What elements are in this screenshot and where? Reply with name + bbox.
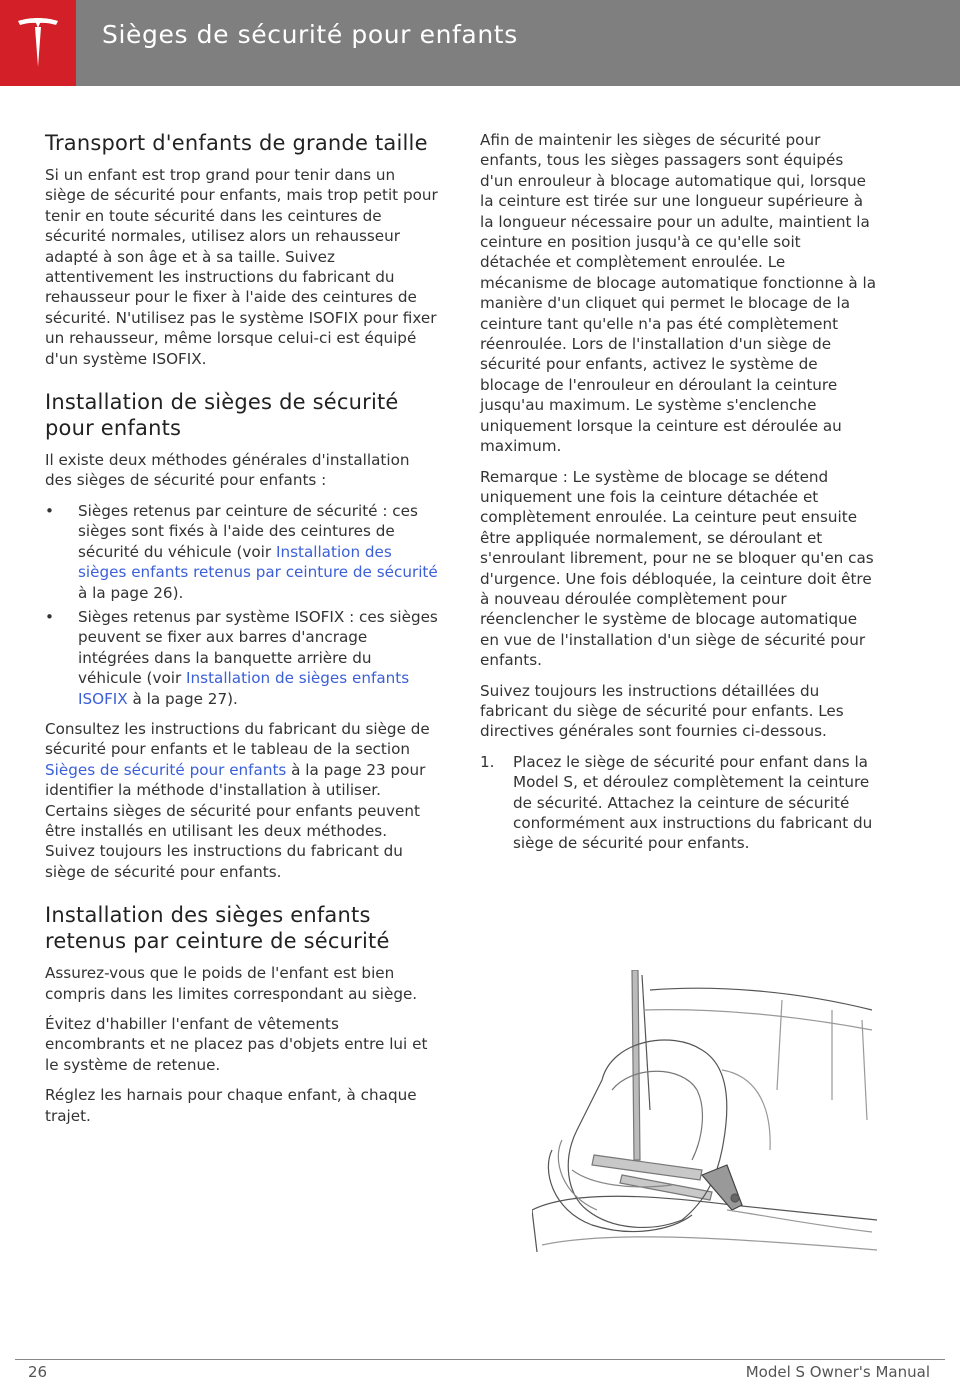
list-item: • Sièges retenus par ceinture de sécurité : ces sièges sont fixés à l'aide des ceintures de sécurité du véhicule (voir Installation des sièges enfants retenus par ceinture de sécurité à la page 26). bbox=[45, 501, 438, 602]
footer-divider bbox=[15, 1359, 945, 1360]
page-title: Sièges de sécurité pour enfants bbox=[102, 20, 518, 49]
bullet-icon: • bbox=[45, 607, 54, 626]
section-title-installation: Installation de sièges de sécurité pour enfants bbox=[45, 390, 399, 441]
section-title-large-children: Transport d'enfants de grande taille bbox=[45, 131, 428, 155]
page-number: 26 bbox=[28, 1363, 48, 1381]
paragraph: Suivez toujours les instructions détaillées du fabricant du siège de sécurité pour enfants. Les directives générales sont fournies ci-dessous. bbox=[480, 681, 844, 741]
tesla-logo-icon bbox=[0, 0, 76, 86]
step-number: 1. bbox=[480, 752, 495, 771]
page-header bbox=[0, 0, 960, 86]
paragraph: Assurez-vous que le poids de l'enfant est bien compris dans les limites correspondant au siège. bbox=[45, 964, 418, 1003]
paragraph: Consultez les instructions du fabricant du siège de sécurité pour enfants et le tableau de la section Sièges de sécurité pour enfants à la page 23 pour identifier la méthode d'installation à utiliser. Certains sièges de sécurité pour enfants peuvent être installés en utilisant les deux méthodes. Suivez toujours les instructions du fabricant du siège de sécurité pour enfants. bbox=[45, 719, 430, 881]
paragraph: Afin de maintenir les sièges de sécurité pour enfants, tous les sièges passagers sont équipés d'un enrouleur à blocage automatique qui, lorsque la ceinture est tirée sur une longueur supérieure à la longueur nécessaire pour un adulte, maintient la ceinture en position jusqu'à ce qu'elle soit détachée et complètement enroulée. Le mécanisme de blocage automatique fonctionne à la manière d'un cliquet qui permet le blocage de la ceinture tant qu'elle n'a pas été complètement réenroulée. Lors de l'installation d'un siège de sécurité pour enfants, activez le système de blocage de l'enrouleur en déroulant la ceinture jusqu'au maximum. Le système s'enclenche uniquement lorsque la ceinture est déroulée au maximum. bbox=[480, 131, 877, 456]
paragraph: Réglez les harnais pour chaque enfant, à chaque trajet. bbox=[45, 1086, 417, 1125]
bullet-icon: • bbox=[45, 501, 54, 520]
paragraph: Il existe deux méthodes générales d'installation des sièges de sécurité pour enfants : bbox=[45, 451, 410, 490]
paragraph: Évitez d'habiller l'enfant de vêtements encombrants et ne placez pas d'objets entre lui et le système de retenue. bbox=[45, 1015, 428, 1074]
method-list bbox=[45, 501, 440, 709]
left-column bbox=[45, 130, 440, 1136]
list-item: • Sièges retenus par système ISOFIX : ces sièges peuvent se fixer aux barres d'ancrage intégrées dans la banquette arrière du véhicule (voir Installation de sièges enfants ISOFIX à la page 27). bbox=[45, 607, 438, 708]
link-child-seats[interactable]: Sièges de sécurité pour enfants bbox=[45, 760, 287, 779]
paragraph: Si un enfant est trop grand pour tenir dans un siège de sécurité pour enfants, mais trop petit pour tenir en toute sécurité dans les ceintures de sécurité normales, utilisez alors un rehausseur adapté à son âge et à sa taille. Suivez attentivement les instructions du fabricant du rehausseur pour le fixer à l'aide des ceintures de sécurité. N'utilisez pas le système ISOFIX pour fixer un rehausseur, même lorsque celui-ci est équipé d'un système ISOFIX. bbox=[45, 166, 438, 368]
right-column bbox=[480, 130, 876, 854]
manual-name: Model S Owner's Manual bbox=[745, 1363, 930, 1381]
child-seat-illustration-icon bbox=[532, 970, 877, 1260]
link-belt-installation[interactable]: Installation des sièges enfants retenus par ceinture de sécurité bbox=[78, 542, 438, 582]
list-item: 1. Placez le siège de sécurité pour enfant dans la Model S, et déroulez complètement la ceinture de sécurité. Attachez la ceinture de sécurité conformément aux instructions du fabricant du siège de sécurité pour enfants. bbox=[480, 752, 873, 853]
step-list bbox=[480, 752, 876, 854]
link-isofix-installation[interactable]: Installation de sièges enfants ISOFIX bbox=[78, 669, 410, 708]
note-paragraph: Remarque : Le système de blocage se détend uniquement une fois la ceinture détachée et complètement enroulée. La ceinture peut ensuite être appliquée normalement, se déroulant et s'enroulant librement, pour ne se bloquer qu'en cas d'urgence. Une fois débloquée, la ceinture doit être à nouveau déroulée complètement pour réenclencher le système de blocage automatique en vue de l'installation d'un siège de sécurité pour enfants. bbox=[480, 467, 874, 670]
section-title-belt-seats: Installation des sièges enfants retenus par ceinture de sécurité bbox=[45, 903, 390, 954]
